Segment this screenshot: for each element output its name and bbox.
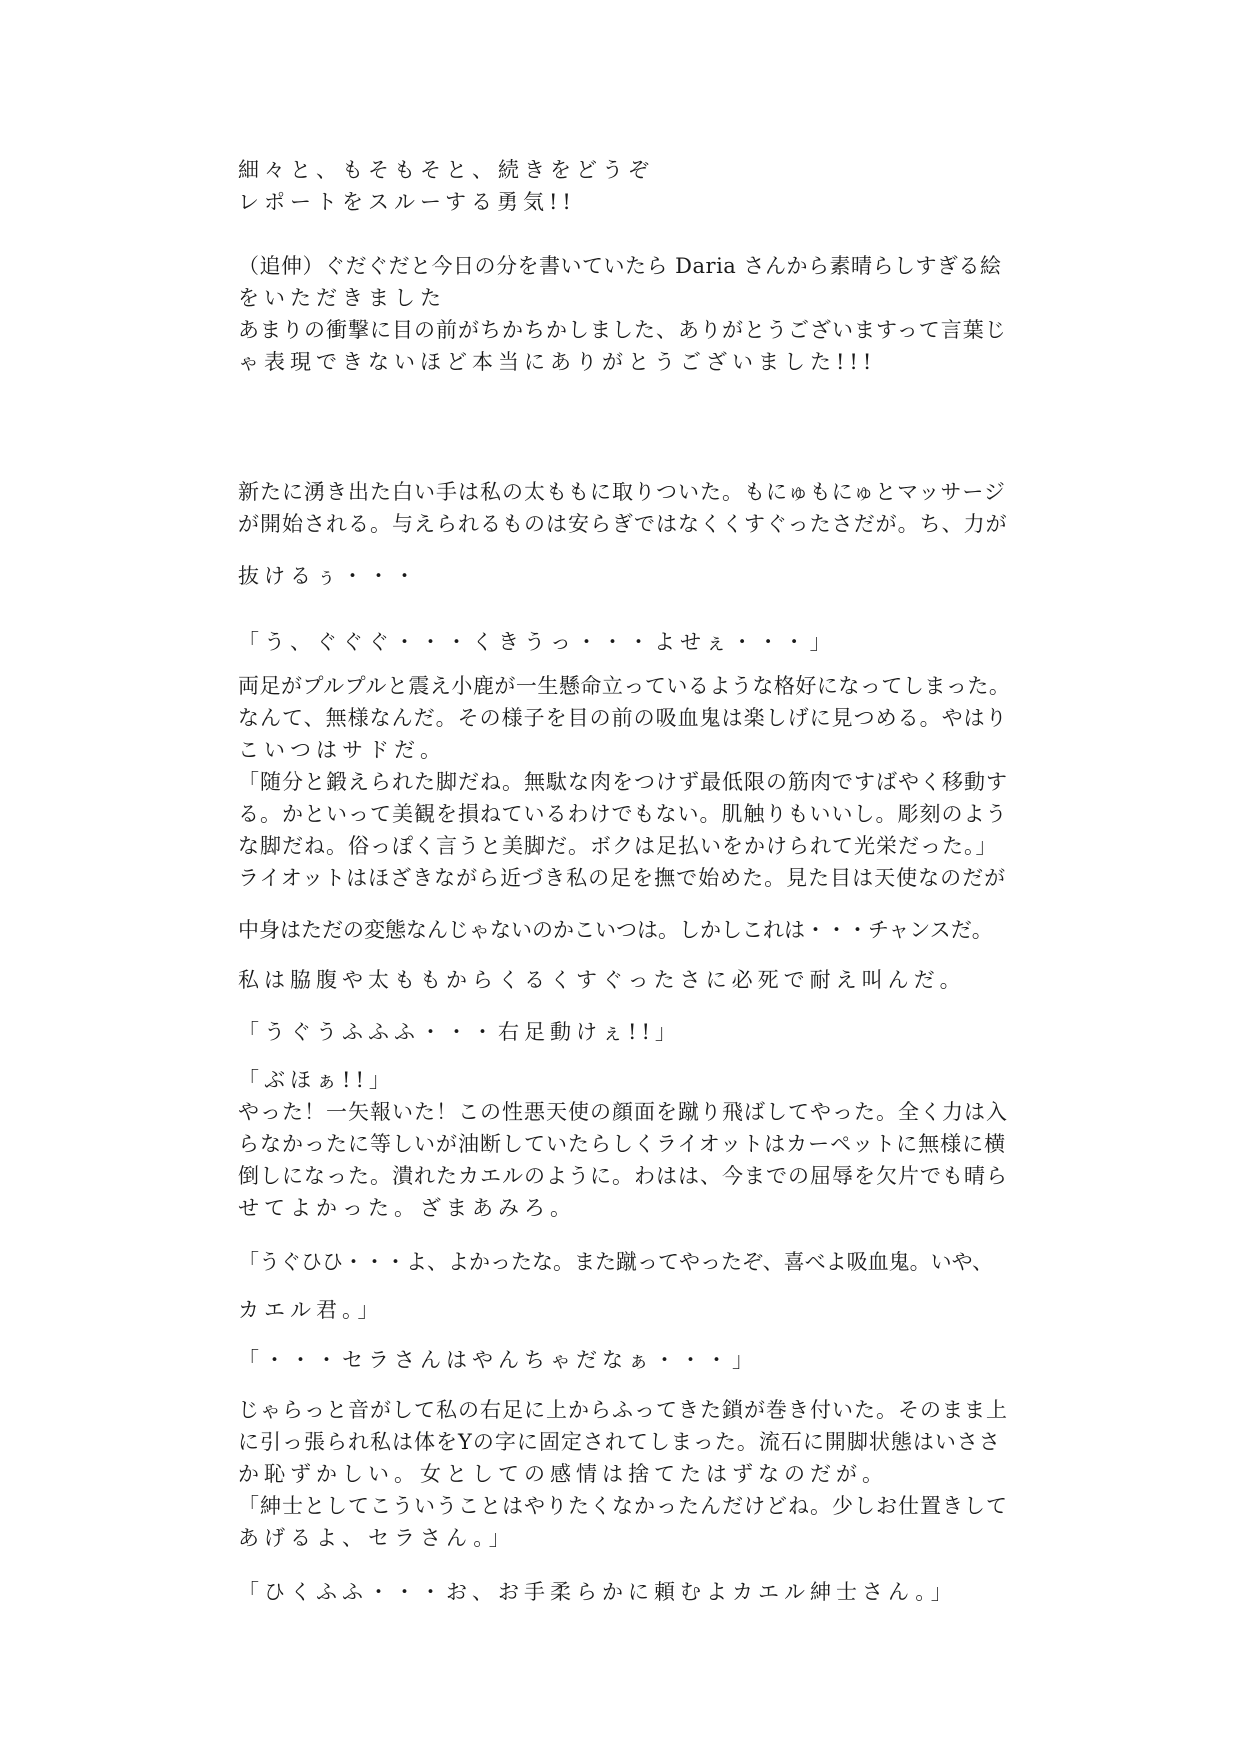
dialogue-line: 「・・・セラさんはやんちゃだなぁ・・・」	[238, 1348, 758, 1372]
story-line: やった！一矢報いた！この性悪天使の顔面を蹴り飛ばしてやった。全く力は入	[238, 1100, 1008, 1124]
story-line: ライオットはほざきながら近づき私の足を撫で始めた。見た目は天使なのだが	[238, 866, 1007, 890]
story-line: 倒しになった。潰れたカエルのように。わはは、今までの屈辱を欠片でも晴ら	[238, 1164, 1008, 1188]
story-line: に引っ張られ私は体をYの字に固定されてしまった。流石に開脚状態はいささ	[238, 1430, 1001, 1454]
story-line: 抜けるぅ・・・	[238, 564, 420, 588]
story-line: 中身はただの変態なんじゃないのかこいつは。しかしこれは・・・チャンスだ。	[238, 918, 993, 942]
story-line: じゃらっと音がして私の右足に上からふってきた鎖が巻き付いた。そのまま上	[238, 1398, 1008, 1422]
dialogue-line: 「随分と鍛えられた脚だね。無駄な肉をつけず最低限の筋肉ですばやく移動す	[238, 770, 1008, 794]
story-line: 両足がプルプルと震え小鹿が一生懸命立っているような格好になってしまった。	[238, 674, 1011, 698]
dialogue-line: 「うぐうふふふ・・・右足動けぇ!!」	[238, 1020, 681, 1044]
story-line: らなかったに等しいが油断していたらしくライオットはカーペットに無様に横	[238, 1132, 1007, 1156]
postscript-line: あまりの衝撃に目の前がちかちかしました、ありがとうございますって言葉じ	[238, 318, 1007, 342]
postscript-line: をいただきました	[238, 286, 446, 310]
dialogue-line: 「ぶほぁ!!」	[238, 1068, 395, 1092]
preface-line: レポートをスルーする勇気!!	[238, 190, 576, 214]
dialogue-line: 「う、ぐぐぐ・・・くきうっ・・・よせぇ・・・」	[238, 630, 836, 654]
story-line: こいつはサドだ。	[238, 738, 446, 762]
dialogue-line: 「紳士としてこういうことはやりたくなかったんだけどね。少しお仕置きして	[238, 1494, 1008, 1518]
dialogue-line: あげるよ、セラさん。」	[238, 1526, 515, 1550]
dialogue-line: 「うぐひひ・・・よ、よかったな。また蹴ってやったぞ、喜べよ吸血鬼。いや、	[238, 1250, 994, 1274]
dialogue-line: 「ひくふふ・・・お、お手柔らかに頼むよカエル紳士さん。」	[238, 1580, 957, 1604]
story-line: か恥ずかしい。女としての感情は捨てたはずなのだが。	[238, 1462, 888, 1486]
postscript-line: ゃ表現できないほど本当にありがとうございました!!!	[238, 350, 877, 374]
story-line: 私は脇腹や太ももからくるくすぐったさに必死で耐え叫んだ。	[238, 968, 966, 992]
dialogue-line: カエル君。」	[238, 1298, 384, 1322]
story-line: なんて、無様なんだ。その様子を目の前の吸血鬼は楽しげに見つめる。やはり	[238, 706, 1008, 730]
dialogue-line: る。かといって美観を損ねているわけでもない。肌触りもいいし。彫刻のよう	[238, 802, 1008, 826]
preface-line: 細々と、もそもそと、続きをどうぞ	[238, 158, 654, 182]
story-line: 新たに湧き出た白い手は私の太ももに取りついた。もにゅもにゅとマッサージ	[238, 480, 1006, 504]
story-line: せてよかった。ざまあみろ。	[238, 1196, 576, 1220]
postscript-line: （追伸）ぐだぐだと今日の分を書いていたら Daria さんから素晴らしすぎる絵	[238, 254, 1002, 278]
story-line: が開始される。与えられるものは安らぎではなくくすぐったさだが。ち、力が	[238, 512, 1008, 536]
dialogue-line: な脚だね。俗っぽく言うと美脚だ。ボクは足払いをかけられて光栄だった。」	[238, 834, 998, 858]
